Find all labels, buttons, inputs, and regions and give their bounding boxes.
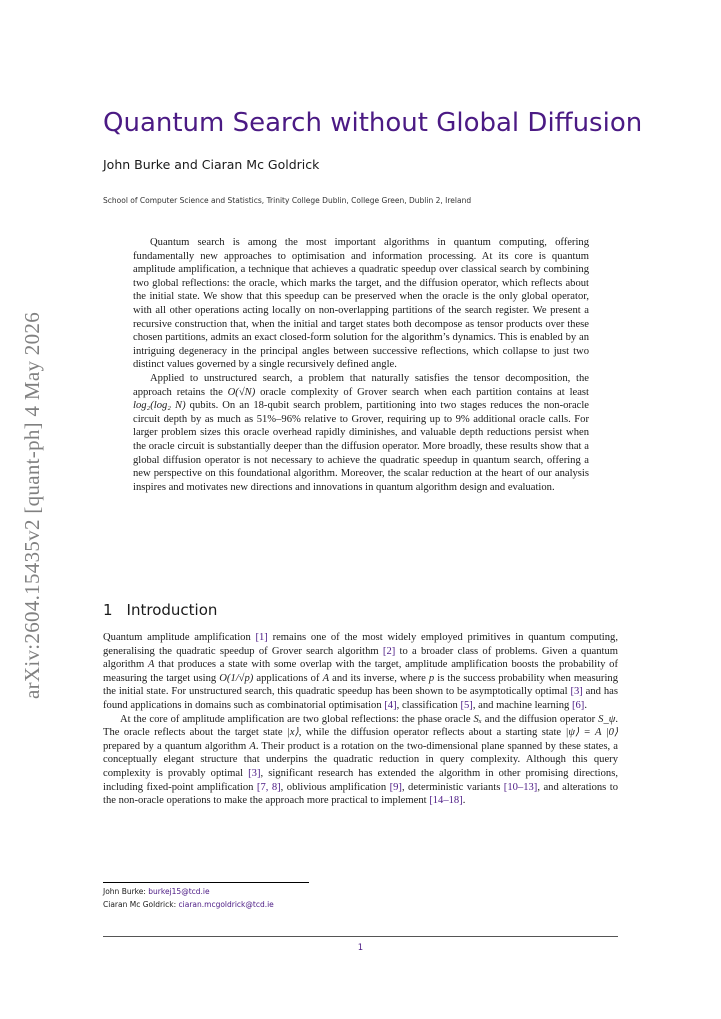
citation-link[interactable]: [4] <box>384 699 397 711</box>
introduction-body <box>103 631 618 808</box>
abstract-paragraph-1: Quantum search is among the most important algorithms in quantum computing, offering fundamentally new approaches to optimisation and information processing. At its core is quantum amplitude amplification, a technique that achieves a quadratic speedup over classical search by combining two global reflections: the oracle, which marks the target, and the diffusion operator, which reflects about the initial state. We show that this speedup can be preserved when the oracle is the only global operator, with all other operations acting locally on non-overlapping partitions of the search register. We present a recursive construction that, when the initial and target states both decompose as tensor products over these chosen partitions, admits an exact closed-form solution for the algorithm’s dynamics. This is enabled by an intriguing degeneracy in the principal angles between successive reflections, which collapse to just two distinct values governed by a single recursively defined angle. <box>133 237 589 371</box>
section-number: 1 <box>103 601 113 619</box>
amplification-complexity-formula: O(1/√p) <box>219 672 254 684</box>
citation-link[interactable]: [14–18] <box>429 795 463 807</box>
oracle-complexity-formula: O(√N) <box>227 386 256 398</box>
paper-title: Quantum Search without Global Diffusion <box>103 108 643 138</box>
abstract <box>133 236 589 494</box>
citation-link[interactable]: [10–13] <box>503 781 538 793</box>
abstract-paragraph-2: Applied to unstructured search, a problem that naturally satisfies the tensor decomposition, the approach retains the O(√N) oracle complexity of Grover search when each partition contains at least log₂(log₂ N) qubits. On an 18-qubit search problem, partitioning into two stages reduces the non-oracle circuit depth by as much as 51%–96% relative to Grover, requiring up to 9% additional oracle calls. For larger problem sizes this oracle overhead rapidly diminishes, and valuable depth reductions persist when the oracle circuit is substantially deeper than the diffusion operator. More broadly, these results show that a global diffusion operator is not necessary to achieve the quadratic speedup in quantum search, offering a new perspective on this foundational algorithm. Moreover, the scalar reduction at the heart of our analysis inspires and motivates new directions and innovations in quantum algorithm design and evaluation. <box>133 372 589 493</box>
qubit-count-formula: log₂(log₂ N) <box>133 400 186 412</box>
citation-link[interactable]: [9] <box>389 781 402 793</box>
citation-link[interactable]: [3] <box>570 686 583 698</box>
arxiv-sidebar <box>8 285 58 725</box>
author-affiliation: School of Computer Science and Statistics, Trinity College Dublin, College Green, Dublin 2, Ireland <box>103 196 472 205</box>
citation-link[interactable]: [1] <box>255 632 268 643</box>
page-number: 1 <box>357 943 364 953</box>
citation-link[interactable]: [2] <box>382 645 396 657</box>
section-title: Introduction <box>126 601 218 619</box>
email-link[interactable]: burkej15@tcd.ie <box>148 887 210 896</box>
citation-link[interactable]: [5] <box>460 699 473 711</box>
footnote-divider <box>103 882 309 883</box>
citation-link[interactable]: [3] <box>248 767 261 779</box>
page-footer-divider <box>103 936 618 937</box>
arxiv-identifier: arXiv:2604.15435v2 [quant-ph] 4 May 2026 <box>20 311 45 699</box>
intro-paragraph-1: Quantum amplitude amplification [1] remains one of the most widely employed primitives in quantum computing, generalising the quadratic speedup of Grover search algorithm [2] to a broader class of problems. Given a quantum algorithm A that produces a state with some overlap with the target, amplitude amplification boosts the probability of measuring the target using O(1/√p) applications of A and its inverse, where p is the success probability when measuring the initial state. For unstructured search, this quadratic speedup has been shown to be asymptotically optimal [3] and has found applications in domains such as combinatorial optimisation [4], classification [5], and machine learning [6]. <box>103 632 618 711</box>
section-heading-introduction <box>103 601 217 619</box>
paper-authors: John Burke and Ciaran Mc Goldrick <box>103 157 320 172</box>
citation-link[interactable]: [6] <box>571 699 585 711</box>
intro-paragraph-2: At the core of amplitude amplification are two global reflections: the phase oracle Sₓ and the diffusion operator S_ψ. The oracle reflects about the target state |x⟩, while the diffusion operator reflects about a starting state |ψ⟩ = A |0⟩ prepared by a quantum algorithm A. Their product is a rotation on the two-dimensional plane spanned by these states, a conceptually elegant structure that underpins the quadratic reduction in query complexity. Although this query complexity is provably optimal [3], significant research has extended the algorithm in other promising directions, including fixed-point amplification [7, 8], oblivious amplification [9], deterministic variants [10–13], and alterations to the non-oracle operations to make the approach more practical to implement [14–18]. <box>103 713 618 807</box>
email-link[interactable]: ciaran.mcgoldrick@tcd.ie <box>178 900 274 909</box>
citation-link[interactable]: [7, 8] <box>256 781 281 793</box>
footnote-author-2: Ciaran Mc Goldrick: ciaran.mcgoldrick@tcd.ie <box>103 900 274 909</box>
author-footnotes <box>103 885 274 911</box>
footnote-author-1: John Burke: burkej15@tcd.ie <box>103 887 210 896</box>
